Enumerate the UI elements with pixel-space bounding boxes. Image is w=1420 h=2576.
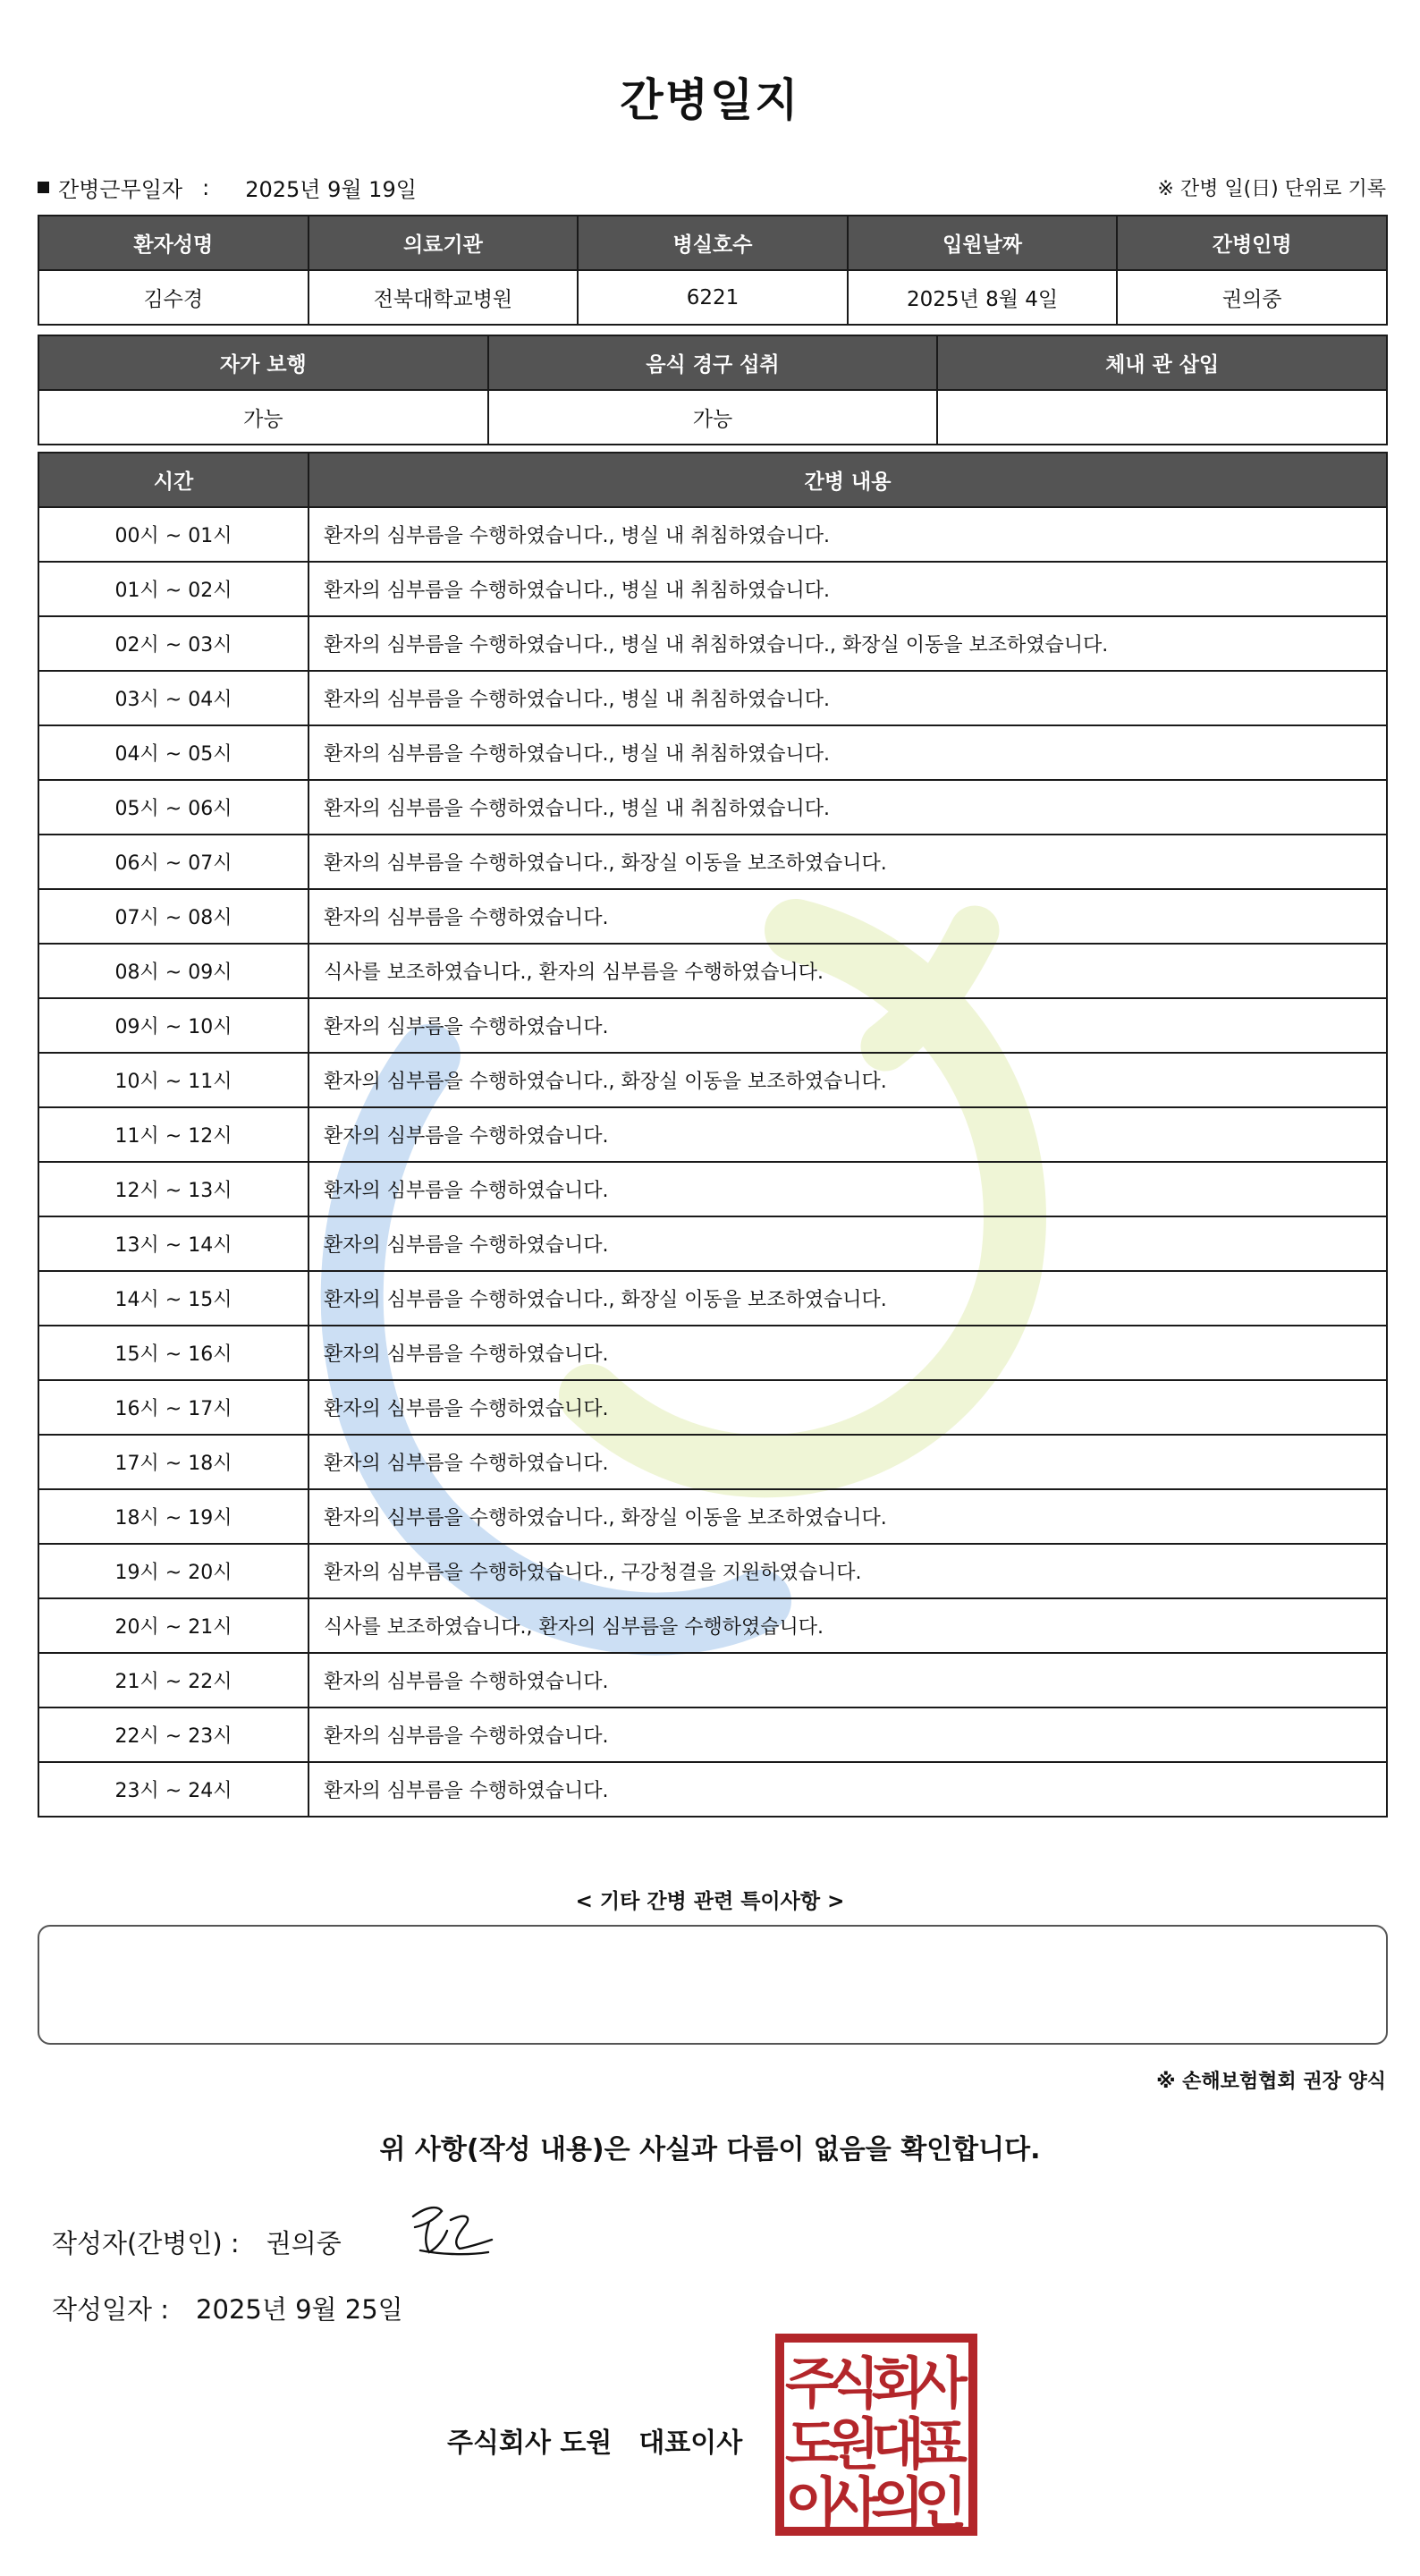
date-label: 작성일자 : <box>52 2294 170 2325</box>
log-content: 환자의 심부름을 수행하였습니다., 구강청결을 지원하였습니다. <box>309 1544 1387 1598</box>
notes-box <box>38 1925 1388 2045</box>
status-value-row <box>38 390 1387 445</box>
svg-text:의: 의 <box>871 2470 925 2536</box>
log-content: 환자의 심부름을 수행하였습니다., 병실 내 취침하였습니다. <box>309 725 1387 780</box>
log-row <box>38 1435 1387 1489</box>
log-content: 환자의 심부름을 수행하였습니다. <box>309 1216 1387 1271</box>
log-content: 환자의 심부름을 수행하였습니다. <box>309 1107 1387 1162</box>
log-row <box>38 1598 1387 1653</box>
log-row <box>38 889 1387 944</box>
log-time: 13시 ~ 14시 <box>38 1216 309 1271</box>
log-time: 17시 ~ 18시 <box>38 1435 309 1489</box>
patient-header-row <box>38 216 1387 270</box>
signature-icon <box>402 2199 501 2263</box>
log-time: 00시 ~ 01시 <box>38 507 309 562</box>
log-row <box>38 780 1387 835</box>
header-tube-insertion: 체내 관 삽입 <box>937 335 1387 390</box>
admission-date: 2025년 8월 4일 <box>848 270 1118 325</box>
log-time: 20시 ~ 21시 <box>38 1598 309 1653</box>
header-time: 시간 <box>38 453 309 507</box>
log-time: 02시 ~ 03시 <box>38 616 309 671</box>
log-time: 10시 ~ 11시 <box>38 1053 309 1107</box>
status-header-row <box>38 335 1387 390</box>
svg-text:도: 도 <box>785 2411 839 2477</box>
log-time: 04시 ~ 05시 <box>38 725 309 780</box>
oral-intake-value: 가능 <box>488 390 938 445</box>
header-hospital: 의료기관 <box>309 216 579 270</box>
company-seal-stamp <box>774 2333 978 2537</box>
log-row <box>38 616 1387 671</box>
log-content: 환자의 심부름을 수행하였습니다. <box>309 1762 1387 1817</box>
tube-insertion-value <box>937 390 1387 445</box>
log-row <box>38 835 1387 889</box>
log-content: 환자의 심부름을 수행하였습니다., 병실 내 취침하였습니다. <box>309 671 1387 725</box>
bullet-square-icon <box>38 182 49 193</box>
log-content: 식사를 보조하였습니다., 환자의 심부름을 수행하였습니다. <box>309 1598 1387 1653</box>
log-content: 환자의 심부름을 수행하였습니다. <box>309 1162 1387 1216</box>
company-name: 주식회사 도원 <box>447 2428 613 2459</box>
header-caregiver: 간병인명 <box>1117 216 1387 270</box>
log-row <box>38 1216 1387 1271</box>
log-time: 12시 ~ 13시 <box>38 1162 309 1216</box>
svg-text:주: 주 <box>785 2351 839 2416</box>
svg-text:대: 대 <box>871 2411 925 2477</box>
log-row <box>38 998 1387 1053</box>
log-time: 14시 ~ 15시 <box>38 1271 309 1326</box>
log-content: 환자의 심부름을 수행하였습니다., 병실 내 취침하였습니다., 화장실 이동을 보조하였습니다. <box>309 616 1387 671</box>
log-time: 09시 ~ 10시 <box>38 998 309 1053</box>
confirm-statement: 위 사항(작성 내용)은 사실과 다름이 없음을 확인합니다. <box>379 2134 1041 2165</box>
work-date-label: 간병근무일자 <box>58 177 183 202</box>
header-oral-intake: 음식 경구 섭취 <box>488 335 938 390</box>
header-self-walking: 자가 보행 <box>38 335 488 390</box>
log-row <box>38 1489 1387 1544</box>
work-date-separator: : <box>202 174 210 200</box>
log-time: 07시 ~ 08시 <box>38 889 309 944</box>
unit-note: ※ 간병 일(日) 단위로 기록 <box>1157 178 1386 200</box>
log-row <box>38 725 1387 780</box>
document-title: 간병일지 <box>620 74 800 126</box>
header-care-content: 간병 내용 <box>309 453 1387 507</box>
self-walking-value: 가능 <box>38 390 488 445</box>
work-date <box>38 172 417 203</box>
representative-title: 대표이사 <box>638 2428 743 2459</box>
svg-text:인: 인 <box>914 2470 968 2536</box>
log-row <box>38 1053 1387 1107</box>
log-content: 환자의 심부름을 수행하였습니다., 병실 내 취침하였습니다. <box>309 780 1387 835</box>
log-time: 23시 ~ 24시 <box>38 1762 309 1817</box>
log-content: 환자의 심부름을 수행하였습니다. <box>309 1435 1387 1489</box>
log-row <box>38 1380 1387 1435</box>
svg-text:이: 이 <box>785 2470 839 2536</box>
log-time: 08시 ~ 09시 <box>38 944 309 998</box>
svg-text:식: 식 <box>826 2351 880 2416</box>
log-row <box>38 562 1387 616</box>
recommend-note: ※ 손해보험협회 권장 양식 <box>1156 2071 1386 2093</box>
care-log-table <box>38 452 1388 1818</box>
log-time: 06시 ~ 07시 <box>38 835 309 889</box>
log-content: 환자의 심부름을 수행하였습니다., 화장실 이동을 보조하였습니다. <box>309 1271 1387 1326</box>
log-time: 11시 ~ 12시 <box>38 1107 309 1162</box>
log-time: 16시 ~ 17시 <box>38 1380 309 1435</box>
log-content: 환자의 심부름을 수행하였습니다., 화장실 이동을 보조하였습니다. <box>309 1053 1387 1107</box>
log-content: 환자의 심부름을 수행하였습니다. <box>309 998 1387 1053</box>
writer-line <box>52 2224 342 2260</box>
svg-text:회: 회 <box>871 2351 925 2416</box>
log-content: 환자의 심부름을 수행하였습니다. <box>309 889 1387 944</box>
log-content: 환자의 심부름을 수행하였습니다. <box>309 1707 1387 1762</box>
log-content: 환자의 심부름을 수행하였습니다., 화장실 이동을 보조하였습니다. <box>309 1489 1387 1544</box>
log-time: 22시 ~ 23시 <box>38 1707 309 1762</box>
header-room: 병실호수 <box>578 216 848 270</box>
log-row <box>38 1107 1387 1162</box>
svg-text:표: 표 <box>914 2411 968 2477</box>
writer-label: 작성자(간병인) : <box>52 2228 240 2258</box>
log-row <box>38 1653 1387 1707</box>
patient-name: 김수경 <box>38 270 309 325</box>
log-time: 03시 ~ 04시 <box>38 671 309 725</box>
written-date-line <box>52 2290 403 2326</box>
log-row <box>38 1762 1387 1817</box>
header-patient-name: 환자성명 <box>38 216 309 270</box>
writer-name: 권의중 <box>266 2228 342 2258</box>
log-header-row <box>38 453 1387 507</box>
svg-text:원: 원 <box>826 2411 880 2477</box>
svg-text:사: 사 <box>826 2470 880 2536</box>
notes-title: < 기타 간병 관련 특이사항 > <box>575 1890 845 1913</box>
log-time: 01시 ~ 02시 <box>38 562 309 616</box>
caregiver-name: 권의중 <box>1117 270 1387 325</box>
log-content: 환자의 심부름을 수행하였습니다. <box>309 1380 1387 1435</box>
log-content: 환자의 심부름을 수행하였습니다., 화장실 이동을 보조하였습니다. <box>309 835 1387 889</box>
log-row <box>38 671 1387 725</box>
log-time: 21시 ~ 22시 <box>38 1653 309 1707</box>
patient-value-row <box>38 270 1387 325</box>
log-content: 환자의 심부름을 수행하였습니다., 병실 내 취침하였습니다. <box>309 507 1387 562</box>
patient-info-table <box>38 215 1388 326</box>
hospital-name: 전북대학교병원 <box>309 270 579 325</box>
log-row <box>38 507 1387 562</box>
work-date-value: 2025년 9월 19일 <box>245 177 417 202</box>
log-row <box>38 1707 1387 1762</box>
log-time: 19시 ~ 20시 <box>38 1544 309 1598</box>
log-time: 18시 ~ 19시 <box>38 1489 309 1544</box>
log-time: 15시 ~ 16시 <box>38 1326 309 1380</box>
log-row <box>38 1162 1387 1216</box>
room-number: 6221 <box>578 270 848 325</box>
log-row <box>38 1544 1387 1598</box>
log-row <box>38 1326 1387 1380</box>
patient-status-table <box>38 335 1388 445</box>
header-admission-date: 입원날짜 <box>848 216 1118 270</box>
log-time: 05시 ~ 06시 <box>38 780 309 835</box>
log-row <box>38 1271 1387 1326</box>
log-content: 환자의 심부름을 수행하였습니다. <box>309 1326 1387 1380</box>
date-value: 2025년 9월 25일 <box>196 2294 403 2325</box>
svg-text:사: 사 <box>914 2351 968 2416</box>
company-line <box>447 2420 742 2460</box>
log-content: 환자의 심부름을 수행하였습니다., 병실 내 취침하였습니다. <box>309 562 1387 616</box>
log-content: 환자의 심부름을 수행하였습니다. <box>309 1653 1387 1707</box>
log-content: 식사를 보조하였습니다., 환자의 심부름을 수행하였습니다. <box>309 944 1387 998</box>
log-row <box>38 944 1387 998</box>
